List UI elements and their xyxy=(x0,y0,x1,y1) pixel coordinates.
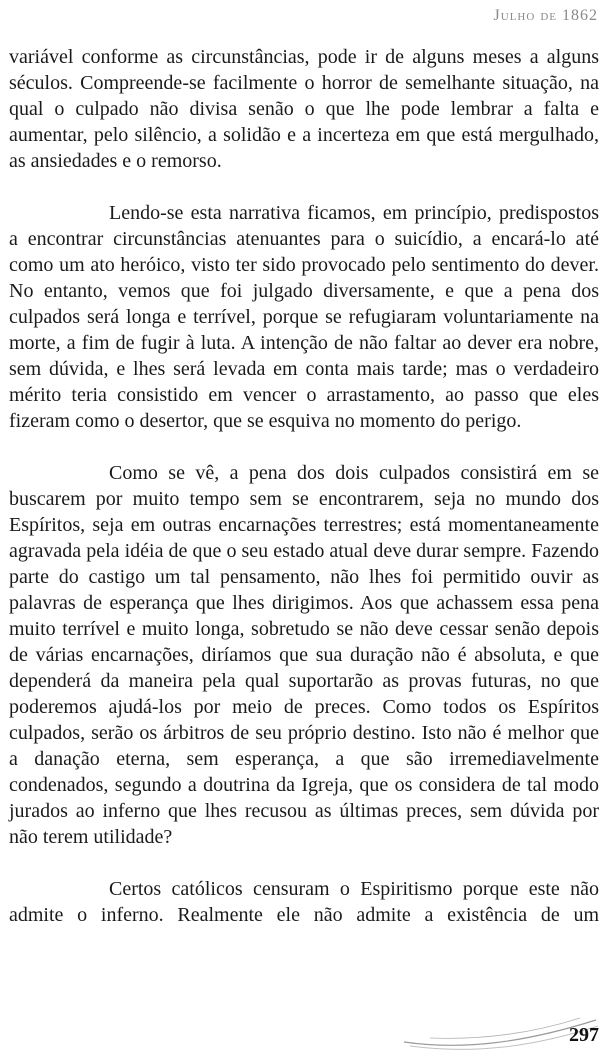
paragraph-2: Lendo-se esta narrativa ficamos, em princípio, predispostos a encontrar circunstâncias atenuantes para o suicídio, a encará-lo até como um ato heróico, visto ter sido provocado pelo sentimento do dever. No entanto, vemos que foi julgado diversamente, e que a pena dos culpados será longa e terrível, porque se refugiaram voluntariamente na morte, a fim de fugir à luta. A intenção de não faltar ao dever era nobre, sem dúvida, e lhes será levada em conta mais tarde; mas o verdadeiro mérito teria consistido em vencer o arrastamento, ao passo que eles fizeram como o desertor, que se esquiva no momento do perigo. xyxy=(9,202,599,432)
page-number: 297 xyxy=(569,1024,599,1046)
page-body xyxy=(9,44,599,954)
paragraph-3: Como se vê, a pena dos dois culpados consistirá em se buscarem por muito tempo sem se encontrarem, seja no mundo dos Espíritos, seja em outras encarnações terrestres; está momentaneamente agravada pela idéia de que o seu estado atual deve durar sempre. Fazendo parte do castigo um tal pensamento, não lhes foi permitido ouvir as palavras de esperança que lhes dirigimos. Aos que achassem essa pena muito terrível e muito longa, sobretudo se não deve cessar senão depois de várias encarnações, diríamos que sua duração não é absoluta, e que dependerá da maneira pela qual suportarão as provas futuras, no que poderemos ajudá-los por meio de preces. Como todos os Espíritos culpados, serão os árbitros de seu próprio destino. Isto não é melhor que a danação eterna, sem esperança, a que são irremediavelmente condenados, segundo a doutrina da Igreja, que os considera de tal modo jurados ao inferno que lhes recusou as últimas preces, sem dúvida por não terem utilidade? xyxy=(9,462,599,848)
running-header: Julho de 1862 xyxy=(493,7,598,24)
paragraph-4: Certos católicos censuram o Espiritismo porque este não admite o inferno. Realmente ele não admite a existência de um xyxy=(9,878,599,926)
paragraph-1: variável conforme as circunstâncias, pode ir de alguns meses a alguns séculos. Compreende-se facilmente o horror de semelhante situação, na qual o culpado não divisa senão o que lhe pode lembrar a falta e aumentar, pelo silêncio, a solidão e a incerteza em que está mergulhado, as ansiedades e o remorso. xyxy=(9,46,599,172)
page-footer xyxy=(0,1010,607,1056)
